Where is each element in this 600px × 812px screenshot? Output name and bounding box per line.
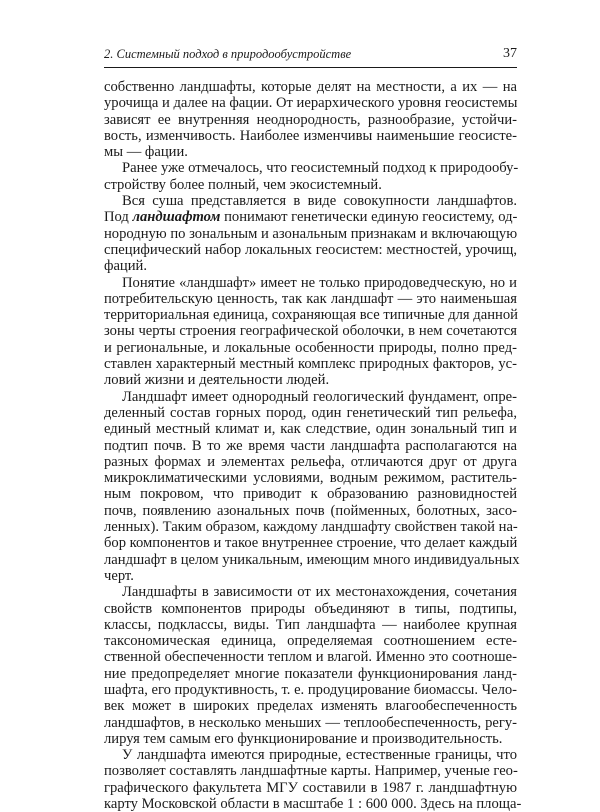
text-line: почв, появлению азональных почв (пойменных, болотных, засо- (104, 502, 517, 519)
text-line: вость, изменчивость. Наиболее изменчивы наименьшие геосисте- (104, 127, 517, 144)
text-line: У ландшафта имеются природные, естественные границы, что (122, 747, 517, 764)
paragraph (104, 747, 522, 812)
text-line: Под ландшафтом понимают генетически единую геосистему, од- (104, 209, 518, 226)
text-line: ставлен характерный местный комплекс природных факторов, ус- (104, 356, 517, 373)
text-line: карту Московской области в масштабе 1 : 600 000. Здесь на площа- (104, 796, 522, 812)
text-line: фаций. (104, 258, 148, 275)
text-line: классы, подклассы, виды. Тип ландшафта — наиболее крупная (104, 616, 517, 633)
text-line: зависят ее внутренняя неоднородность, разнообразие, устойчи- (104, 111, 517, 128)
page-number: 37 (503, 46, 517, 61)
text-line: ленных). Таким образом, каждому ландшафту свойствен такой на- (104, 519, 518, 536)
text-line: бор компонентов и такое внутреннее строение, что делает каждый (104, 535, 518, 552)
text-line: Понятие «ландшафт» имеет не только природоведческую, но и (122, 274, 517, 291)
text-line: век может в широких пределах изменять влагообеспеченность (104, 698, 517, 715)
text-line: микроклиматическими условиями, водным режимом, раститель- (104, 470, 517, 487)
text-line: территориальная единица, сохраняющая все типичные для данной (104, 307, 518, 324)
text-line: ландшафтов, в несколько меньших — теплообеспеченность, регу- (104, 714, 517, 731)
text-line: потребительскую ценность, так как ландшафт — это наименьшая (104, 290, 517, 307)
paragraph (104, 160, 517, 193)
text-line: ным покровом, что приводит к образованию разновидностей (104, 486, 517, 503)
text-line: графического факультета МГУ составили в 1987 г. ландшафтную (104, 779, 517, 796)
paragraph (104, 584, 517, 747)
paragraph (104, 275, 517, 389)
text-line: специфический набор локальных геосистем: местностей, урочищ, (104, 241, 517, 258)
text-line: Ландшафт имеет однородный геологический фундамент, опре- (122, 388, 517, 405)
text-line: нородную по зональным и азональным признакам и включающую (104, 225, 518, 242)
text-line: ландшафт в целом уникальным, имеющим много индивидуальных (104, 551, 520, 568)
text-line: стройству более полный, чем экосистемный. (104, 176, 382, 193)
text-line: урочища и далее на фации. От иерархического уровня геосистемы (104, 95, 518, 112)
text-line: ловий жизни и деятельности людей. (104, 372, 330, 389)
header-rule (104, 67, 517, 68)
text-line: мы — фации. (104, 144, 188, 161)
text-line: Ранее уже отмечалось, что геосистемный подход к природообу- (122, 160, 519, 177)
text-line: таксономическая единица, определяемая соотношением есте- (104, 633, 517, 650)
paragraph (104, 79, 517, 160)
body-text (104, 79, 522, 812)
text-line: разных формах и элементах рельефа, отличаются друг от друга (104, 453, 517, 470)
chapter-title: 2. Системный подход в природообустройстве (104, 47, 352, 61)
text-line: Вся суша представляется в виде совокупности ландшафтов. (122, 193, 517, 210)
text-line: лируя тем самым его функционирование и производительность. (104, 730, 503, 747)
paragraph (104, 193, 517, 274)
defined-term: ландшафтом (132, 209, 221, 226)
text-line: и региональные, и локальные особенности природы, полно пред- (104, 339, 517, 356)
text-line: Ландшафты в зависимости от их местонахождения, сочетания (122, 584, 517, 601)
text-line: зоны черты строения географической оболочки, в нем сочетаются (104, 323, 517, 340)
text-line: свойств компонентов природы объединяют в типы, подтипы, (104, 600, 517, 617)
text-line: ние предопределяет многие показатели функционирования ланд- (104, 665, 517, 682)
text-line: деленный состав горных пород, один генетический тип рельефа, (104, 404, 517, 421)
text-line: черт. (104, 567, 134, 584)
text-line: ственной обеспеченности теплом и влагой. Именно это соотноше- (104, 649, 517, 666)
paragraph (104, 388, 520, 585)
running-header (104, 46, 517, 64)
text-line: подтип почв. В то же время части ландшафта располагаются на (104, 437, 517, 454)
text-line: собственно ландшафты, которые делят на местности, а их — на (104, 79, 517, 95)
text-line: позволяет составлять ландшафтные карты. Например, ученые гео- (104, 763, 518, 780)
text-line: единый местный климат и, как следствие, один зональный тип и (104, 421, 517, 438)
text-line: шафта, его продуктивность, т. е. продуцирование биомассы. Чело- (104, 681, 518, 698)
